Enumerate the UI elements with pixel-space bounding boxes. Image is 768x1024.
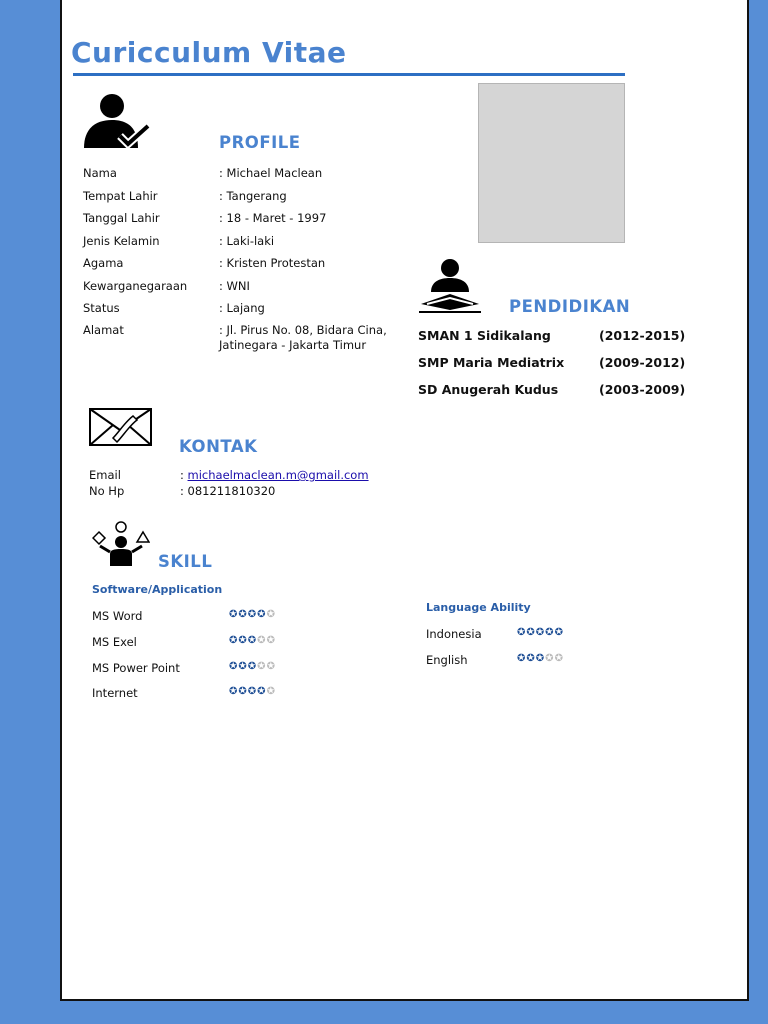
profile-value-tanggal-lahir: : 18 - Maret - 1997	[219, 211, 327, 225]
school-sd: SD Anugerah Kudus	[418, 382, 559, 397]
school-sman-years: (2012-2015)	[599, 328, 686, 343]
star-filled-icon: ✪	[517, 653, 527, 664]
skill-heading: SKILL	[158, 552, 213, 571]
star-empty-icon: ✪	[266, 686, 276, 697]
star-empty-icon: ✪	[257, 661, 267, 672]
language-rating	[517, 627, 564, 638]
profile-value-nama: : Michael Maclean	[219, 166, 323, 180]
star-empty-icon: ✪	[554, 653, 564, 664]
phone-value: : 081211810320	[180, 484, 276, 498]
cv-page	[60, 0, 749, 1001]
star-empty-icon: ✪	[266, 609, 276, 620]
profile-label-tanggal-lahir: Tanggal Lahir	[83, 211, 160, 225]
star-filled-icon: ✪	[238, 635, 248, 646]
star-filled-icon: ✪	[554, 627, 564, 638]
email-row	[180, 468, 369, 482]
school-sman: SMAN 1 Sidikalang	[418, 328, 551, 343]
star-filled-icon: ✪	[257, 609, 267, 620]
email-colon: :	[180, 468, 188, 482]
profile-value-kewarganegaraan: : WNI	[219, 279, 250, 293]
star-filled-icon: ✪	[229, 609, 239, 620]
star-filled-icon: ✪	[247, 686, 258, 697]
software-item: MS Word	[92, 609, 143, 623]
profile-person-icon	[82, 92, 154, 150]
profile-value-alamat: : Jl. Pirus No. 08, Bidara Cina,	[219, 323, 387, 337]
profile-label-tempat-lahir: Tempat Lahir	[83, 189, 158, 203]
kontak-heading: KONTAK	[179, 437, 258, 456]
profile-photo	[478, 83, 625, 243]
star-empty-icon: ✪	[266, 635, 276, 646]
profile-label-kewarganegaraan: Kewarganegaraan	[83, 279, 188, 293]
profile-label-alamat: Alamat	[83, 323, 124, 337]
star-filled-icon: ✪	[526, 653, 536, 664]
software-item: Internet	[92, 686, 138, 700]
star-filled-icon: ✪	[238, 609, 248, 620]
language-item: English	[426, 653, 468, 667]
star-filled-icon: ✪	[247, 609, 258, 620]
pendidikan-heading: PENDIDIKAN	[509, 297, 631, 316]
profile-label-nama: Nama	[83, 166, 117, 180]
profile-value-agama: : Kristen Protestan	[219, 256, 326, 270]
envelope-icon	[89, 408, 152, 446]
star-filled-icon: ✪	[229, 635, 239, 646]
star-filled-icon: ✪	[535, 653, 546, 664]
title-underline	[73, 73, 625, 76]
star-filled-icon: ✪	[247, 661, 258, 672]
star-empty-icon: ✪	[545, 653, 555, 664]
profile-label-status: Status	[83, 301, 120, 315]
skill-person-icon	[92, 520, 150, 568]
phone-label: No Hp	[89, 484, 125, 498]
language-heading: Language Ability	[426, 601, 531, 614]
profile-value-jenis-kelamin: : Laki-laki	[219, 234, 275, 248]
school-smp: SMP Maria Mediatrix	[418, 355, 565, 370]
profile-label-jenis-kelamin: Jenis Kelamin	[83, 234, 160, 248]
star-filled-icon: ✪	[247, 635, 258, 646]
star-filled-icon: ✪	[526, 627, 536, 638]
skill-rating	[229, 661, 276, 672]
school-sd-years: (2003-2009)	[599, 382, 686, 397]
star-filled-icon: ✪	[229, 686, 239, 697]
profile-heading: PROFILE	[219, 133, 301, 152]
software-item: MS Exel	[92, 635, 137, 649]
profile-value-status: : Lajang	[219, 301, 265, 315]
language-rating	[517, 653, 564, 664]
star-filled-icon: ✪	[238, 661, 248, 672]
star-empty-icon: ✪	[266, 661, 276, 672]
profile-value-tempat-lahir: : Tangerang	[219, 189, 287, 203]
school-smp-years: (2009-2012)	[599, 355, 686, 370]
software-item: MS Power Point	[92, 661, 180, 675]
profile-label-agama: Agama	[83, 256, 124, 270]
email-label: Email	[89, 468, 121, 482]
star-empty-icon: ✪	[257, 635, 267, 646]
software-heading: Software/Application	[92, 583, 223, 596]
email-link[interactable]: michaelmaclean.m@gmail.com	[187, 468, 369, 482]
profile-value-alamat-line2: Jatinegara - Jakarta Timur	[219, 338, 367, 352]
star-filled-icon: ✪	[517, 627, 527, 638]
star-filled-icon: ✪	[545, 627, 555, 638]
star-filled-icon: ✪	[238, 686, 248, 697]
skill-rating	[229, 686, 276, 697]
graduate-icon	[417, 258, 483, 316]
skill-rating	[229, 609, 276, 620]
language-item: Indonesia	[426, 627, 482, 641]
star-filled-icon: ✪	[535, 627, 546, 638]
star-filled-icon: ✪	[229, 661, 239, 672]
star-filled-icon: ✪	[257, 686, 267, 697]
page-title: Curicculum Vitae	[71, 36, 347, 69]
skill-rating	[229, 635, 276, 646]
